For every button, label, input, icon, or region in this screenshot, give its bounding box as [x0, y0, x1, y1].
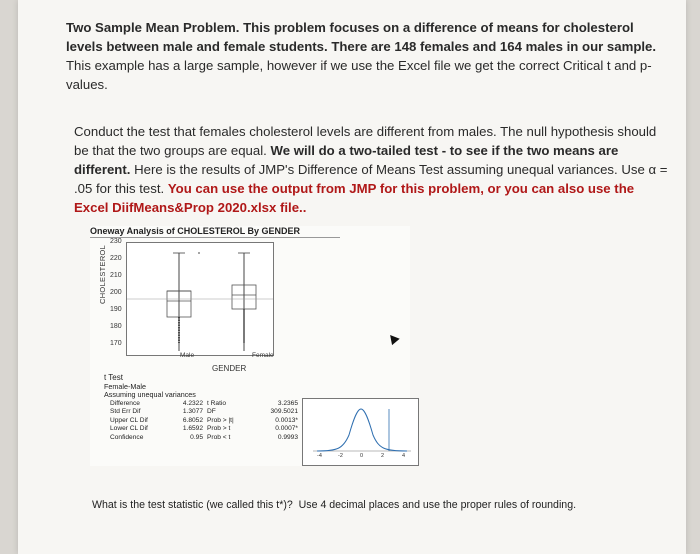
y-tick-label: 200: [110, 289, 122, 296]
t-test-row-labels: Difference Std Err Dif Upper CL Dif Lower CL Dif Confidence: [110, 400, 148, 441]
instructions-text-c: Here is the results of JMP's Difference of Means Test assuming unequal variances. Use α = .05 for this test.: [74, 162, 668, 196]
x-category-male: Male: [180, 352, 195, 359]
t-dist-tick: 2: [381, 453, 385, 459]
y-tick-label: 220: [110, 255, 122, 262]
t-test-heading: t Test: [104, 373, 123, 382]
instructions-file-note: You can use the output from JMP for this problem, or you can also use the Excel DiifMeans&Prop 2020.xlsx file..: [74, 181, 635, 215]
y-tick-label: 180: [110, 323, 122, 330]
t-test-stat-labels: t Ratio DF Prob > |t| Prob > t Prob < t: [207, 400, 234, 441]
oneway-plot-svg: [127, 243, 273, 355]
y-tick-label: 170: [110, 340, 122, 347]
y-tick-label: 190: [110, 306, 122, 313]
t-dist-tick: -2: [338, 453, 343, 459]
question-prompt: What is the test statistic (we called this t*)?: [92, 499, 293, 511]
figure-title: Oneway Analysis of CHOLESTEROL By GENDER: [90, 226, 301, 236]
t-test-row-values: 4.2322 1.3077 6.8052 1.6592 0.95: [182, 400, 203, 441]
question-instructions: Use 4 decimal places and use the proper rules of rounding.: [298, 499, 577, 511]
intro-bold-text: Two Sample Mean Problem. This problem focuses on a difference of means for cholesterol levels between male and female students. There are 148 females and 164 males in our sample.: [66, 20, 657, 54]
problem-intro: [66, 18, 666, 94]
t-dist-tick: -4: [317, 453, 322, 459]
data-point: [198, 252, 200, 254]
x-axis-label: GENDER: [212, 364, 247, 373]
figure-title-rule: [90, 237, 340, 238]
t-test-assumption: Assuming unequal variances: [104, 390, 196, 400]
t-test-comparison: Female-Male: [104, 381, 146, 391]
y-tick-label: 210: [110, 272, 122, 279]
problem-instructions: [74, 122, 670, 217]
jmp-output-figure: [90, 226, 410, 466]
t-test-stat-values: 3.2365 309.5021 0.0013* 0.0007* 0.9993: [270, 400, 298, 441]
t-distribution-plot: [302, 398, 419, 466]
intro-rest-text: This example has a large sample, however if we use the Excel file we get the correct Critical t and p-values.: [66, 58, 652, 92]
instructions-two-tailed: We will do a two-tailed test - to see if the two means are different.: [74, 143, 619, 177]
x-category-female: Female: [252, 352, 274, 359]
y-tick-label: 230: [110, 238, 122, 245]
document-page: [18, 0, 686, 554]
instructions-text-a: Conduct the test that females cholesterol levels are different from males. The null hypothesis should be that the two groups are equal.: [74, 124, 657, 158]
y-axis-label: CHOLESTEROL: [98, 244, 107, 304]
t-test-report: [104, 374, 196, 400]
t-dist-tick: 0: [360, 453, 364, 459]
t-dist-tick: 4: [402, 453, 406, 459]
question-text: [92, 498, 612, 513]
oneway-plot-area: [126, 242, 274, 356]
